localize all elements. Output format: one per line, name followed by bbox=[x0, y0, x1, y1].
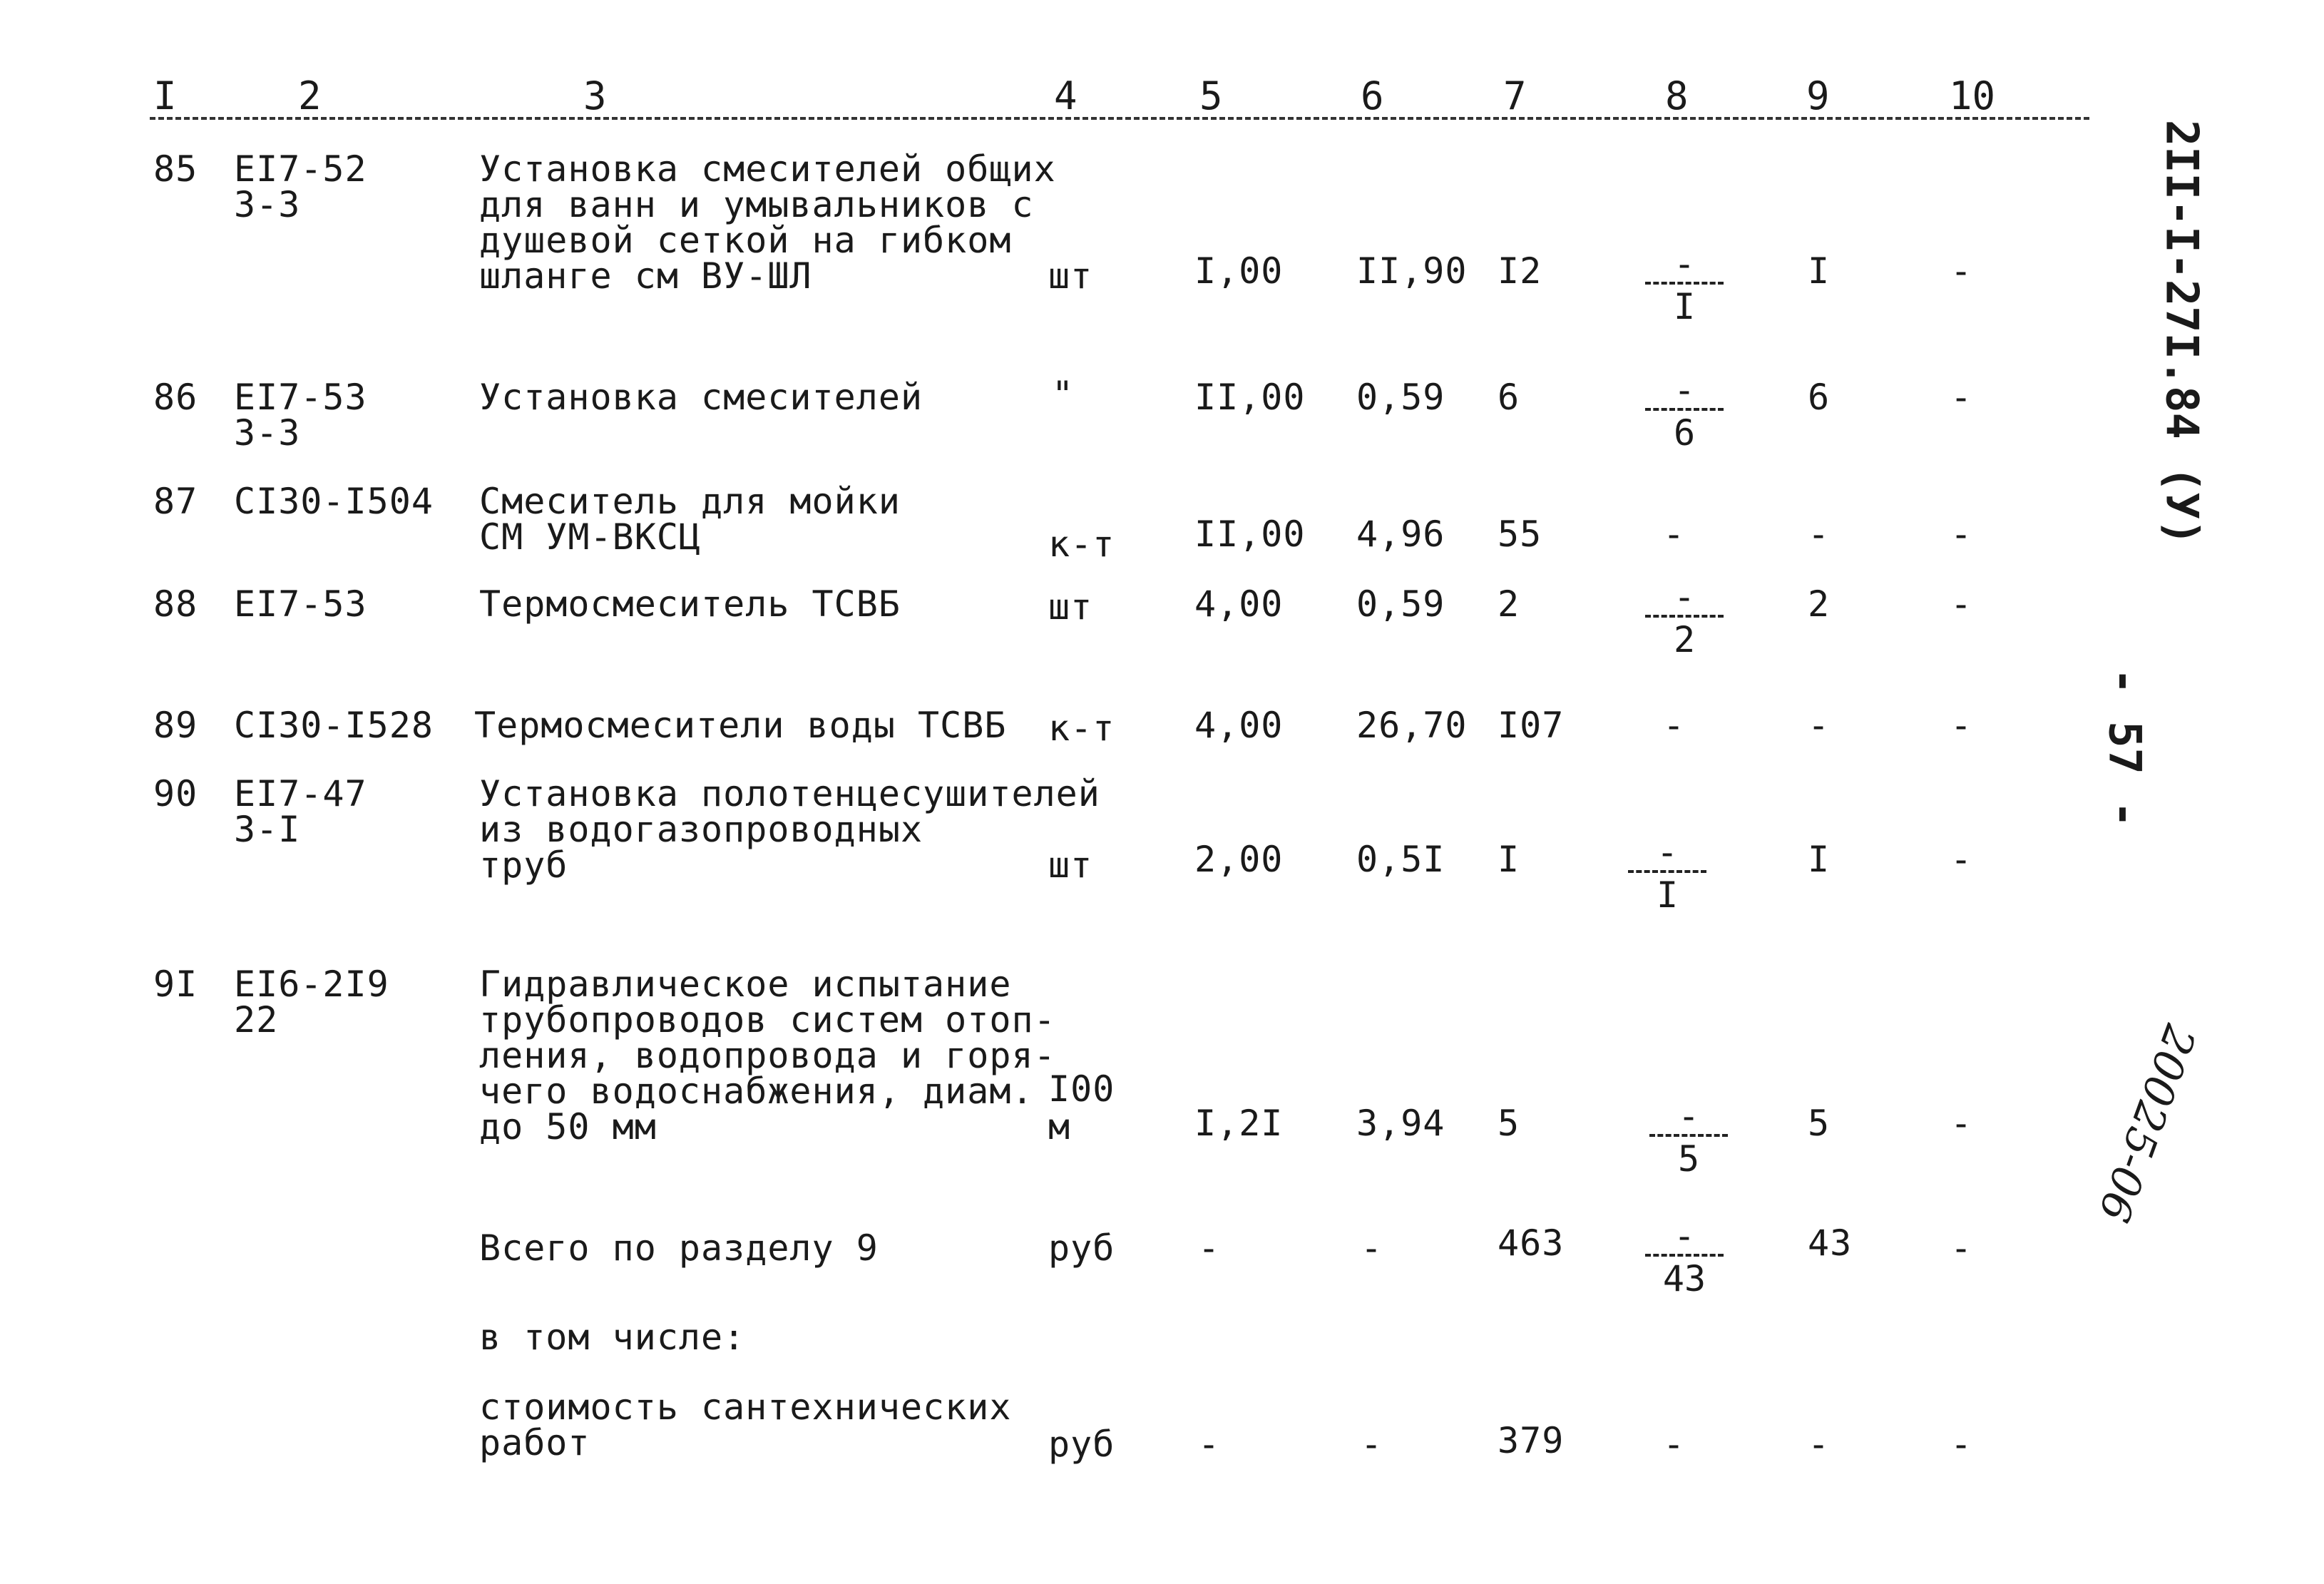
row-col8-fraction bbox=[1617, 832, 1717, 916]
row-code: EI6-2I9 bbox=[234, 964, 389, 1005]
section-total-unit: руб bbox=[1048, 1227, 1115, 1269]
fraction-bottom: I bbox=[1673, 286, 1696, 327]
row-col9: 5 bbox=[1808, 1103, 1831, 1144]
fraction-bottom: 2 bbox=[1673, 619, 1696, 660]
row-unit: шт bbox=[1048, 255, 1093, 297]
fraction-bottom: 43 bbox=[1662, 1258, 1706, 1299]
row-code: 22 bbox=[234, 999, 279, 1041]
row-unit-price: 0,59 bbox=[1356, 583, 1445, 625]
row-description: Термосмеситель ТСВБ bbox=[479, 583, 901, 625]
fraction-top: - bbox=[1673, 369, 1696, 411]
row-description: Установка полотенцесушителей bbox=[479, 773, 1100, 814]
row-code: CI30-I528 bbox=[234, 705, 434, 746]
row-code: EI7-53 bbox=[234, 377, 367, 418]
row-unit: м bbox=[1048, 1106, 1071, 1148]
row-quantity: 2,00 bbox=[1194, 839, 1284, 880]
row-code: EI7-47 bbox=[234, 773, 367, 814]
page-number: - 57 - bbox=[2099, 668, 2151, 828]
row-quantity: 4,00 bbox=[1194, 705, 1284, 746]
row-description: из водогазопроводных bbox=[479, 809, 923, 850]
section-total-col8-fraction bbox=[1634, 1215, 1734, 1299]
row-col8: - bbox=[1663, 513, 1686, 555]
row-col8-fraction bbox=[1634, 576, 1734, 660]
row-description: для ванн и умывальников с bbox=[479, 184, 1034, 225]
row-description: душевой сеткой на гибком bbox=[479, 220, 1012, 261]
sanitary-price: - bbox=[1361, 1424, 1383, 1465]
header-col-8: 8 bbox=[1665, 73, 1689, 118]
row-description: Термосмесители воды ТСВБ bbox=[474, 705, 1007, 746]
header-col-7: 7 bbox=[1503, 73, 1527, 118]
row-quantity: II,00 bbox=[1194, 513, 1306, 555]
row-col9: I bbox=[1808, 839, 1831, 880]
row-total: I bbox=[1498, 839, 1520, 880]
including-label: в том числе: bbox=[479, 1317, 746, 1358]
sanitary-label: работ bbox=[479, 1422, 590, 1463]
row-col8: - bbox=[1663, 705, 1686, 746]
archive-number: 20025-06 bbox=[2087, 1018, 2206, 1229]
fraction-top: - bbox=[1673, 243, 1696, 285]
row-col9: 2 bbox=[1808, 583, 1831, 625]
row-number: 86 bbox=[153, 377, 198, 418]
fraction-top: - bbox=[1677, 1095, 1700, 1137]
row-col9: - bbox=[1808, 513, 1831, 555]
row-code: 3-3 bbox=[234, 412, 301, 454]
header-col-6: 6 bbox=[1361, 73, 1384, 118]
row-total: 6 bbox=[1498, 377, 1520, 418]
row-col8-fraction bbox=[1634, 243, 1734, 327]
header-col-9: 9 bbox=[1806, 73, 1830, 118]
fraction-bottom: 6 bbox=[1673, 412, 1696, 454]
sanitary-col9: - bbox=[1808, 1424, 1831, 1465]
row-number: 88 bbox=[153, 583, 198, 625]
row-col10: - bbox=[1950, 513, 1973, 555]
row-unit: I00 bbox=[1048, 1068, 1115, 1110]
row-total: 2 bbox=[1498, 583, 1520, 625]
row-number: 85 bbox=[153, 148, 198, 190]
section-total-qty: - bbox=[1198, 1227, 1221, 1269]
row-unit-price: 3,94 bbox=[1356, 1103, 1445, 1144]
sanitary-col8: - bbox=[1663, 1424, 1686, 1465]
row-unit: " bbox=[1052, 374, 1075, 415]
row-number: 90 bbox=[153, 773, 198, 814]
row-code: EI7-52 bbox=[234, 148, 367, 190]
row-total: I2 bbox=[1498, 250, 1542, 292]
row-col9: I bbox=[1808, 250, 1831, 292]
header-rule bbox=[150, 117, 2089, 120]
row-number: 9I bbox=[153, 964, 198, 1005]
row-number: 87 bbox=[153, 481, 198, 522]
row-description: Смеситель для мойки bbox=[479, 481, 901, 522]
row-quantity: I,2I bbox=[1194, 1103, 1284, 1144]
row-quantity: I,00 bbox=[1194, 250, 1284, 292]
header-col-10: 10 bbox=[1949, 73, 1996, 118]
section-total-value: 463 bbox=[1498, 1222, 1565, 1264]
row-number: 89 bbox=[153, 705, 198, 746]
row-col10: - bbox=[1950, 377, 1973, 418]
sanitary-qty: - bbox=[1198, 1424, 1221, 1465]
fraction-bottom: I bbox=[1656, 874, 1679, 916]
row-code: EI7-53 bbox=[234, 583, 367, 625]
row-col9: 6 bbox=[1808, 377, 1831, 418]
row-unit-price: 4,96 bbox=[1356, 513, 1445, 555]
row-description: ления, водопровода и горя- bbox=[479, 1035, 1056, 1076]
row-code: CI30-I504 bbox=[234, 481, 434, 522]
row-description: чего водоснабжения, диам. bbox=[479, 1071, 1034, 1112]
row-description: труб bbox=[479, 844, 568, 886]
row-total: 5 bbox=[1498, 1103, 1520, 1144]
row-unit: шт bbox=[1048, 844, 1093, 886]
row-description: СМ УМ-ВКСЦ bbox=[479, 516, 702, 558]
sanitary-col10: - bbox=[1950, 1424, 1973, 1465]
row-col8-fraction bbox=[1639, 1095, 1739, 1180]
row-quantity: 4,00 bbox=[1194, 583, 1284, 625]
row-unit: шт bbox=[1048, 586, 1093, 628]
sanitary-unit: руб bbox=[1048, 1424, 1115, 1465]
row-description: Установка смесителей общих bbox=[479, 148, 1056, 190]
row-description: шланге см ВУ-ШЛ bbox=[479, 255, 812, 297]
header-col-4: 4 bbox=[1054, 73, 1077, 118]
row-unit-price: 0,5I bbox=[1356, 839, 1445, 880]
row-code: 3-I bbox=[234, 809, 301, 850]
row-quantity: II,00 bbox=[1194, 377, 1306, 418]
document-code: 2II-I-27I.84 (У) bbox=[2156, 119, 2208, 546]
row-unit-price: 26,70 bbox=[1356, 705, 1468, 746]
header-col-2: 2 bbox=[298, 73, 322, 118]
header-col-1: I bbox=[153, 73, 177, 118]
header-col-3: 3 bbox=[583, 73, 607, 118]
header-col-5: 5 bbox=[1199, 73, 1223, 118]
sanitary-value: 379 bbox=[1498, 1420, 1565, 1461]
fraction-top: - bbox=[1673, 576, 1696, 618]
fraction-bottom: 5 bbox=[1677, 1138, 1700, 1180]
row-description: трубопроводов систем отоп- bbox=[479, 999, 1056, 1041]
row-col10: - bbox=[1950, 583, 1973, 625]
row-col8-fraction bbox=[1634, 369, 1734, 454]
row-unit: к-т bbox=[1048, 707, 1115, 749]
section-total-col10: - bbox=[1950, 1227, 1973, 1269]
row-description: до 50 мм bbox=[479, 1106, 657, 1148]
row-total: I07 bbox=[1498, 705, 1565, 746]
row-unit-price: II,90 bbox=[1356, 250, 1468, 292]
row-col9: - bbox=[1808, 705, 1831, 746]
row-unit: к-т bbox=[1048, 523, 1115, 565]
row-col10: - bbox=[1950, 705, 1973, 746]
fraction-top: - bbox=[1673, 1215, 1696, 1257]
row-description: Гидравлическое испытание bbox=[479, 964, 1012, 1005]
row-col10: - bbox=[1950, 250, 1973, 292]
section-total-price: - bbox=[1361, 1227, 1383, 1269]
row-code: 3-3 bbox=[234, 184, 301, 225]
fraction-top: - bbox=[1656, 832, 1679, 873]
sanitary-label: стоимость сантехнических bbox=[479, 1386, 1012, 1428]
section-total-col9: 43 bbox=[1808, 1222, 1853, 1264]
row-col10: - bbox=[1950, 839, 1973, 880]
row-total: 55 bbox=[1498, 513, 1542, 555]
section-total-label: Всего по разделу 9 bbox=[479, 1227, 879, 1269]
row-description: Установка смесителей bbox=[479, 377, 923, 418]
row-col10: - bbox=[1950, 1103, 1973, 1144]
row-unit-price: 0,59 bbox=[1356, 377, 1445, 418]
